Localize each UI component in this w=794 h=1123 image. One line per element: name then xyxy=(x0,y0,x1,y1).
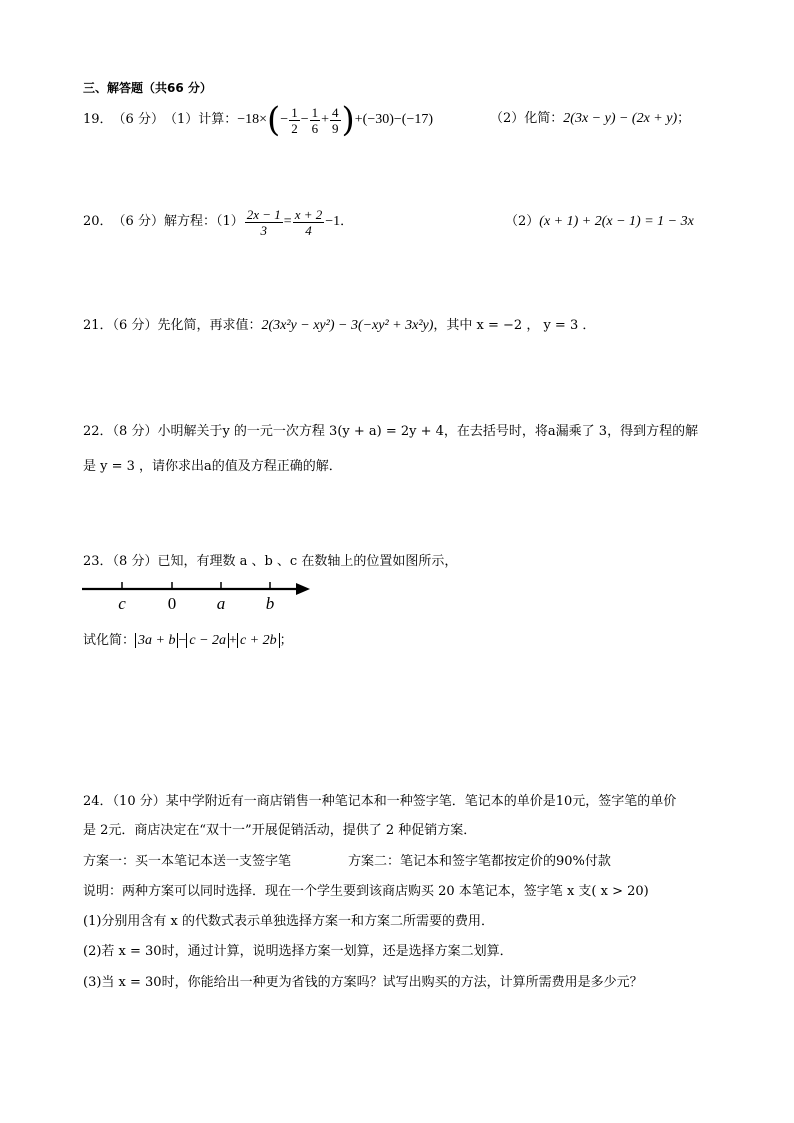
plan-two: 方案二：笔记本和签字笔都按定价的90%付款 xyxy=(348,854,611,869)
question-23: 23．（8 分）已知，有理数 a 、b 、c 在数轴上的位置如图所示， xyxy=(83,554,458,569)
left-paren: ( xyxy=(267,100,281,140)
axis-label-c: c xyxy=(118,594,126,613)
q19-part2: （2）化简：2(3x − y) − (2x + y)； xyxy=(490,111,691,126)
q24-sub2: (2)若 x = 30时，通过计算，说明选择方案一划算，还是选择方案二划算． xyxy=(83,944,513,959)
q24-note: 说明：两种方案可以同时选择．现在一个学生要到该商店购买 20 本笔记本，签字笔 x 支( x > 20) xyxy=(83,884,649,899)
abs-term-2: c − 2a xyxy=(186,633,229,648)
question-19: 19． （6 分） （1）计算： −18× ( − $\frac{1}{2}$ − $\frac{1}{6}$ + $\frac{4}{9}$ ) +(−30)−(−17) xyxy=(83,100,434,140)
q19-number: 19． xyxy=(83,112,113,127)
q19-part1-prefix: −18× xyxy=(237,112,268,127)
abs-term-3: c + 2b xyxy=(237,633,280,648)
q24-sub3: (3)当 x = 30时，你能给出一种更为省钱的方案吗？试写出购买的方法，计算所需费用是多少元？ xyxy=(83,975,643,990)
abs-term-1: 3a + b xyxy=(135,633,178,648)
q20-lhs-fraction: $\frac{2x - 1}{3}$ xyxy=(246,206,281,238)
question-24-line1: 24．（10 分）某中学附近有一商店销售一种笔记本和一种签字笔．笔记本的单价是10元，签字笔的单价 xyxy=(83,794,677,809)
q20-label: 解方程：（1） xyxy=(163,214,244,229)
question-22-line2: 是 y = 3 ，请你求出a的值及方程正确的解． xyxy=(83,459,342,474)
plan-one: 方案一：买一本笔记本送一支签字笔 xyxy=(83,854,292,869)
right-paren: ) xyxy=(341,100,355,140)
q21-condition: ，其中 x = −2 ， y = 3 ． xyxy=(433,318,596,333)
q19-part2-expr: 2(3x − y) − (2x + y) xyxy=(563,111,678,126)
q20-score: （6 分） xyxy=(112,214,164,229)
section-title: 三、解答题（共66 分） xyxy=(83,81,212,95)
axis-label-0: 0 xyxy=(167,594,177,613)
question-22-line1: 22．（8 分）小明解关于y 的一元一次方程 3(y + a) = 2y + 4，在去括号时，将a漏乘了 3，得到方程的解 xyxy=(83,424,699,439)
fraction-3: $\frac{4}{9}$ xyxy=(332,104,339,136)
q24-sub1: (1)分别用含有 x 的代数式表示单独选择方案一和方案二所需要的费用． xyxy=(83,914,495,929)
fraction-2: $\frac{1}{6}$ xyxy=(311,104,319,136)
q21-expr: 2(3x²y − xy²) − 3(−xy² + 3x²y) xyxy=(261,318,434,333)
q19-part2-label: （2）化简： xyxy=(490,111,564,126)
q20-rhs-fraction: $\frac{x + 2}{4}$ xyxy=(294,206,323,238)
axis-label-b: b xyxy=(265,594,275,613)
number-line xyxy=(80,575,320,615)
fraction-1: $\frac{1}{2}$ xyxy=(291,104,298,136)
q20-part2: （2）(x + 1) + 2(x − 1) = 1 − 3x xyxy=(505,214,694,229)
question-20: 20． （6 分） 解方程：（1） $\frac{2x - 1}{3}$ = $\frac{x + 2}{4}$ −1 ． xyxy=(83,206,354,238)
q19-part1-label: （1）计算： xyxy=(163,112,238,127)
question-24-line2: 是 2元．商店决定在“双十一”开展促销活动，提供了 2 种促销方案． xyxy=(83,823,477,838)
q19-score: （6 分） xyxy=(112,112,164,127)
q20-number: 20． xyxy=(83,214,113,229)
question-21: 21．（6 分）先化简，再求值：2(3x²y − xy²) − 3(−xy² + 3x²y)，其中 x = −2 ， y = 3 ． xyxy=(83,318,596,333)
axis-label-a: a xyxy=(216,594,226,613)
q23-simplify: 试化简： 3a + b − c − 2a + c + 2b ； xyxy=(83,633,293,648)
q20-part2-expr: (x + 1) + 2(x − 1) = 1 − 3x xyxy=(539,214,694,229)
q19-part1-suffix: +(−30)−(−17) xyxy=(354,112,434,127)
